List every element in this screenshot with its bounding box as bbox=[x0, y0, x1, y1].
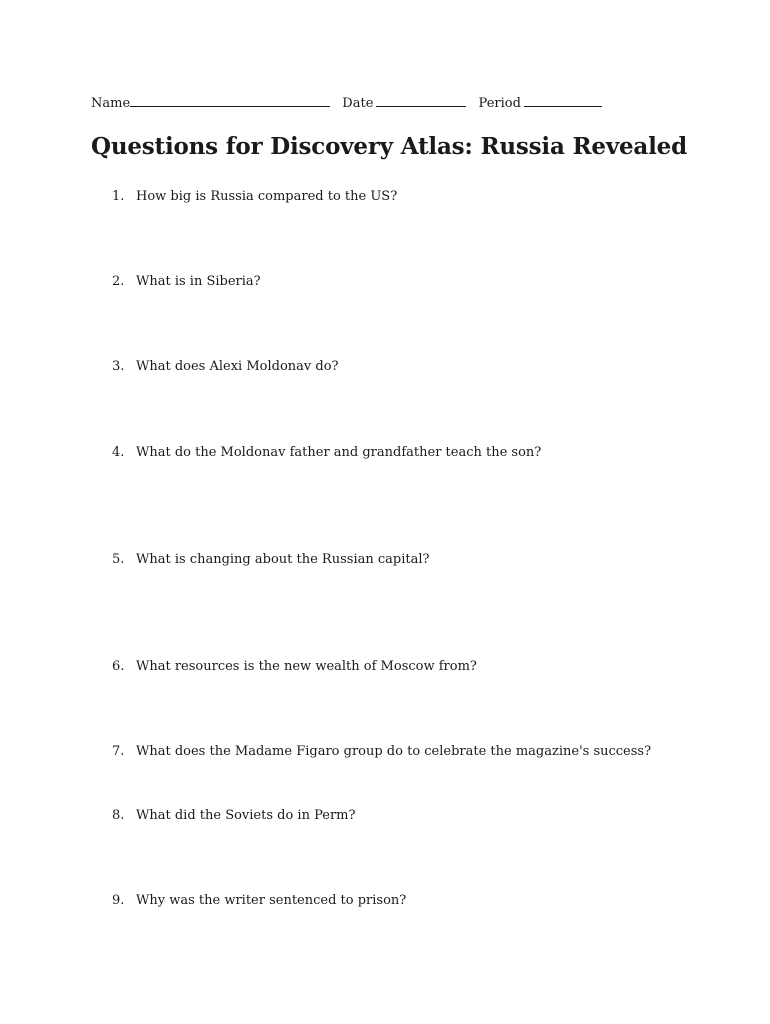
question-text: What resources is the new wealth of Moscow from? bbox=[136, 659, 477, 674]
question-text: What is changing about the Russian capital? bbox=[136, 552, 430, 567]
date-label: Date bbox=[342, 96, 374, 111]
question-number: 7. bbox=[112, 744, 125, 759]
worksheet-title: Questions for Discovery Atlas: Russia Revealed bbox=[91, 133, 687, 160]
question-number: 8. bbox=[112, 808, 125, 823]
name-label: Name bbox=[91, 96, 131, 111]
question-text: How big is Russia compared to the US? bbox=[136, 189, 398, 204]
question-number: 3. bbox=[112, 359, 125, 374]
question-text: What does Alexi Moldonav do? bbox=[136, 359, 339, 374]
question-number: 4. bbox=[112, 445, 125, 460]
question-text: What does the Madame Figaro group do to celebrate the magazine's success? bbox=[136, 744, 652, 759]
question-text: What is in Siberia? bbox=[136, 274, 261, 289]
question-number: 2. bbox=[112, 274, 125, 289]
question-number: 1. bbox=[112, 189, 125, 204]
question-text: What do the Moldonav father and grandfather teach the son? bbox=[136, 445, 542, 460]
period-label: Period bbox=[478, 96, 521, 111]
question-number: 6. bbox=[112, 659, 125, 674]
question-text: What did the Soviets do in Perm? bbox=[136, 808, 356, 823]
question-number: 9. bbox=[112, 893, 125, 908]
question-number: 5. bbox=[112, 552, 125, 567]
period-blank[interactable] bbox=[524, 94, 602, 107]
question-text: Why was the writer sentenced to prison? bbox=[136, 893, 407, 908]
name-blank[interactable] bbox=[130, 94, 330, 107]
date-blank[interactable] bbox=[376, 94, 466, 107]
student-info-line bbox=[91, 94, 602, 111]
